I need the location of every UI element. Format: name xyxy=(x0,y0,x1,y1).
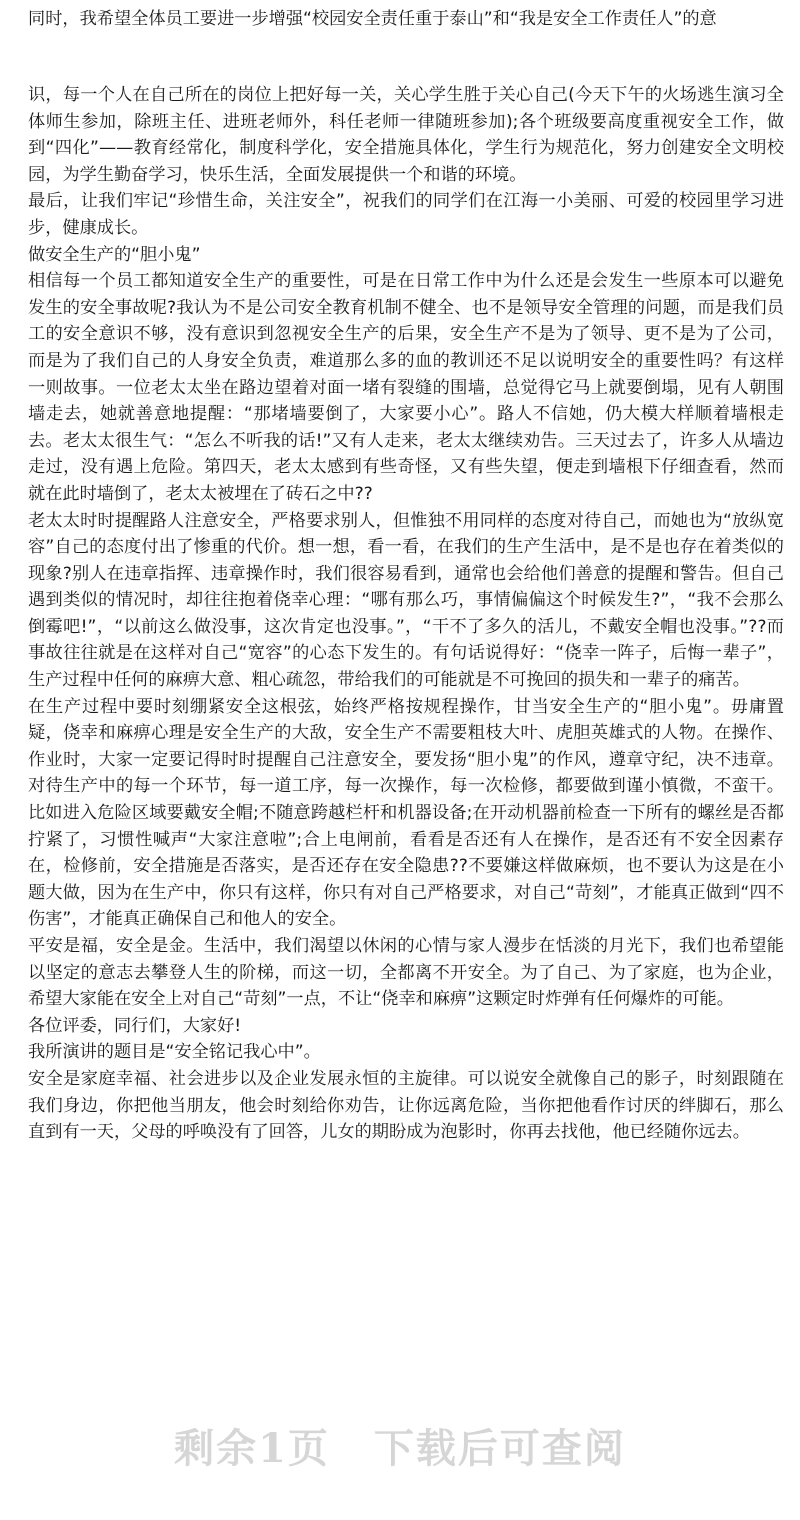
document-body xyxy=(28,0,784,1146)
first-line: 同时，我希望全体员工要进一步增强“校园安全责任重于泰山”和“我是安全工作责任人”的意 xyxy=(28,9,717,29)
paragraph: 识，每一个人在自己所在的岗位上把好每一关，关心学生胜于关心自己(今天下午的火场逃生演习全体师生参加，除班主任、进班老师外，科任老师一律随班参加);各个班级要高度重视安全工作，做到“四化”——教育经常化，制度科学化，安全措施具体化，学生行为规范化，努力创建安全文明校园，为学生勤奋学习，快乐生活，全面发展提供一个和谐的环境。 xyxy=(28,85,784,185)
remaining-pages-label: 剩余1页 xyxy=(174,1424,330,1472)
download-hint-label: 下载后可查阅 xyxy=(373,1424,626,1472)
paragraph: 安全是家庭幸福、社会进步以及企业发展永恒的主旋律。可以说安全就像自己的影子，时刻跟随在我们身边，你把他当朋友，他会时刻给你劝告，让你远离危险，当你把他看作讨厌的绊脚石，那么直到有一天，父母的呼唤没有了回答，儿女的期盼成为泡影时，你再去找他，他已经随你远去。 xyxy=(28,1068,784,1143)
paragraph: 相信每一个员工都知道安全生产的重要性，可是在日常工作中为什么还是会发生一些原本可以避免发生的安全事故呢?我认为不是公司安全教育机制不健全、也不是领导安全管理的问题，而是我们员工的安全意识不够，没有意识到忽视安全生产的后果，安全生产不是为了领导、更不是为了公司，而是为了我们自己的人身安全负责，难道那么多的血的教训还不足以说明安全的重要性吗？有这样一则故事。一位老太太坐在路边望着对面一堵有裂缝的围墙，总觉得它马上就要倒塌，见有人朝围墙走去，她就善意地提醒：“那堵墙要倒了，大家要小心”。路人不信她，仍大模大样顺着墙根走去。老太太很生气：“怎么不听我的话!”又有人走来，老太太继续劝告。三天过去了，许多人从墙边走过，没有遇上危险。第四天，老太太感到有些奇怪，又有些失望，便走到墙根下仔细查看，然而就在此时墙倒了，老太太被埋在了砖石之中?? xyxy=(28,271,784,504)
download-prompt[interactable] xyxy=(0,1400,800,1490)
paragraph: 老太太时时提醒路人注意安全，严格要求别人，但惟独不用同样的态度对待自己，而她也为“放纵宽容”自己的态度付出了惨重的代价。想一想，看一看，在我们的生产生活中，是不是也存在着类似的现象?别人在违章指挥、违章操作时，我们很容易看到，通常也会给他们善意的提醒和警告。但自己遇到类似的情况时，却往往抱着侥幸心理：“哪有那么巧，事情偏偏这个时候发生?”，“我不会那么倒霉吧!”，“以前这么做没事，这次肯定也没事。”，“干不了多久的活儿，不戴安全帽也没事。”??而事故往往就是在这样对自己“宽容”的心态下发生的。有句话说得好：“侥幸一阵子，后悔一辈子”，生产过程中任何的麻痹大意、粗心疏忽，带给我们的可能就是不可挽回的损失和一辈子的痛苦。 xyxy=(28,510,784,691)
paragraph: 各位评委，同行们，大家好! xyxy=(28,1015,242,1036)
section-heading: 做安全生产的“胆小鬼” xyxy=(28,244,201,265)
remaining-pages-notice[interactable] xyxy=(174,1417,626,1474)
paragraph: 最后，让我们牢记“珍惜生命，关注安全”，祝我们的同学们在江海一小美丽、可爱的校园里学习进步，健康成长。 xyxy=(28,191,784,238)
paragraph: 我所演讲的题目是“安全铭记我心中”。 xyxy=(28,1042,321,1063)
paragraph: 平安是福，安全是金。生活中，我们渴望以休闲的心情与家人漫步在恬淡的月光下，我们也希望能以坚定的意志去攀登人生的阶梯，而这一切，全都离不开安全。为了自己、为了家庭，也为企业，希望大家能在安全上对自己“苛刻”一点，不让“侥幸和麻痹”这颗定时炸弹有任何爆炸的可能。 xyxy=(28,936,784,1010)
paragraph: 在生产过程中要时刻绷紧安全这根弦，始终严格按规程操作，甘当安全生产的“胆小鬼”。毋庸置疑，侥幸和麻痹心理是安全生产的大敌，安全生产不需要粗枝大叶、虎胆英雄式的人物。在操作、作业时，大家一定要记得时时提醒自己注意安全，要发扬“胆小鬼”的作风，遵章守纪，决不违章。对待生产中的每一个环节，每一道工序，每一次操作，每一次检修，都要做到谨小慎微，不蛮干。比如进入危险区域要戴安全帽;不随意跨越栏杆和机器设备;在开动机器前检查一下所有的螺丝是否都拧紧了，习惯性喊声“大家注意啦”;合上电闸前，看看是否还有人在操作，是否还有不安全因素存在，检修前，安全措施是否落实，是否还存在安全隐患??不要嫌这样做麻烦，也不要认为这是在小题大做，因为在生产中，你只有这样，你只有对自己严格要求，对自己“苛刻”，才能真正做到“四不伤害”，才能真正确保自己和他人的安全。 xyxy=(28,696,784,930)
